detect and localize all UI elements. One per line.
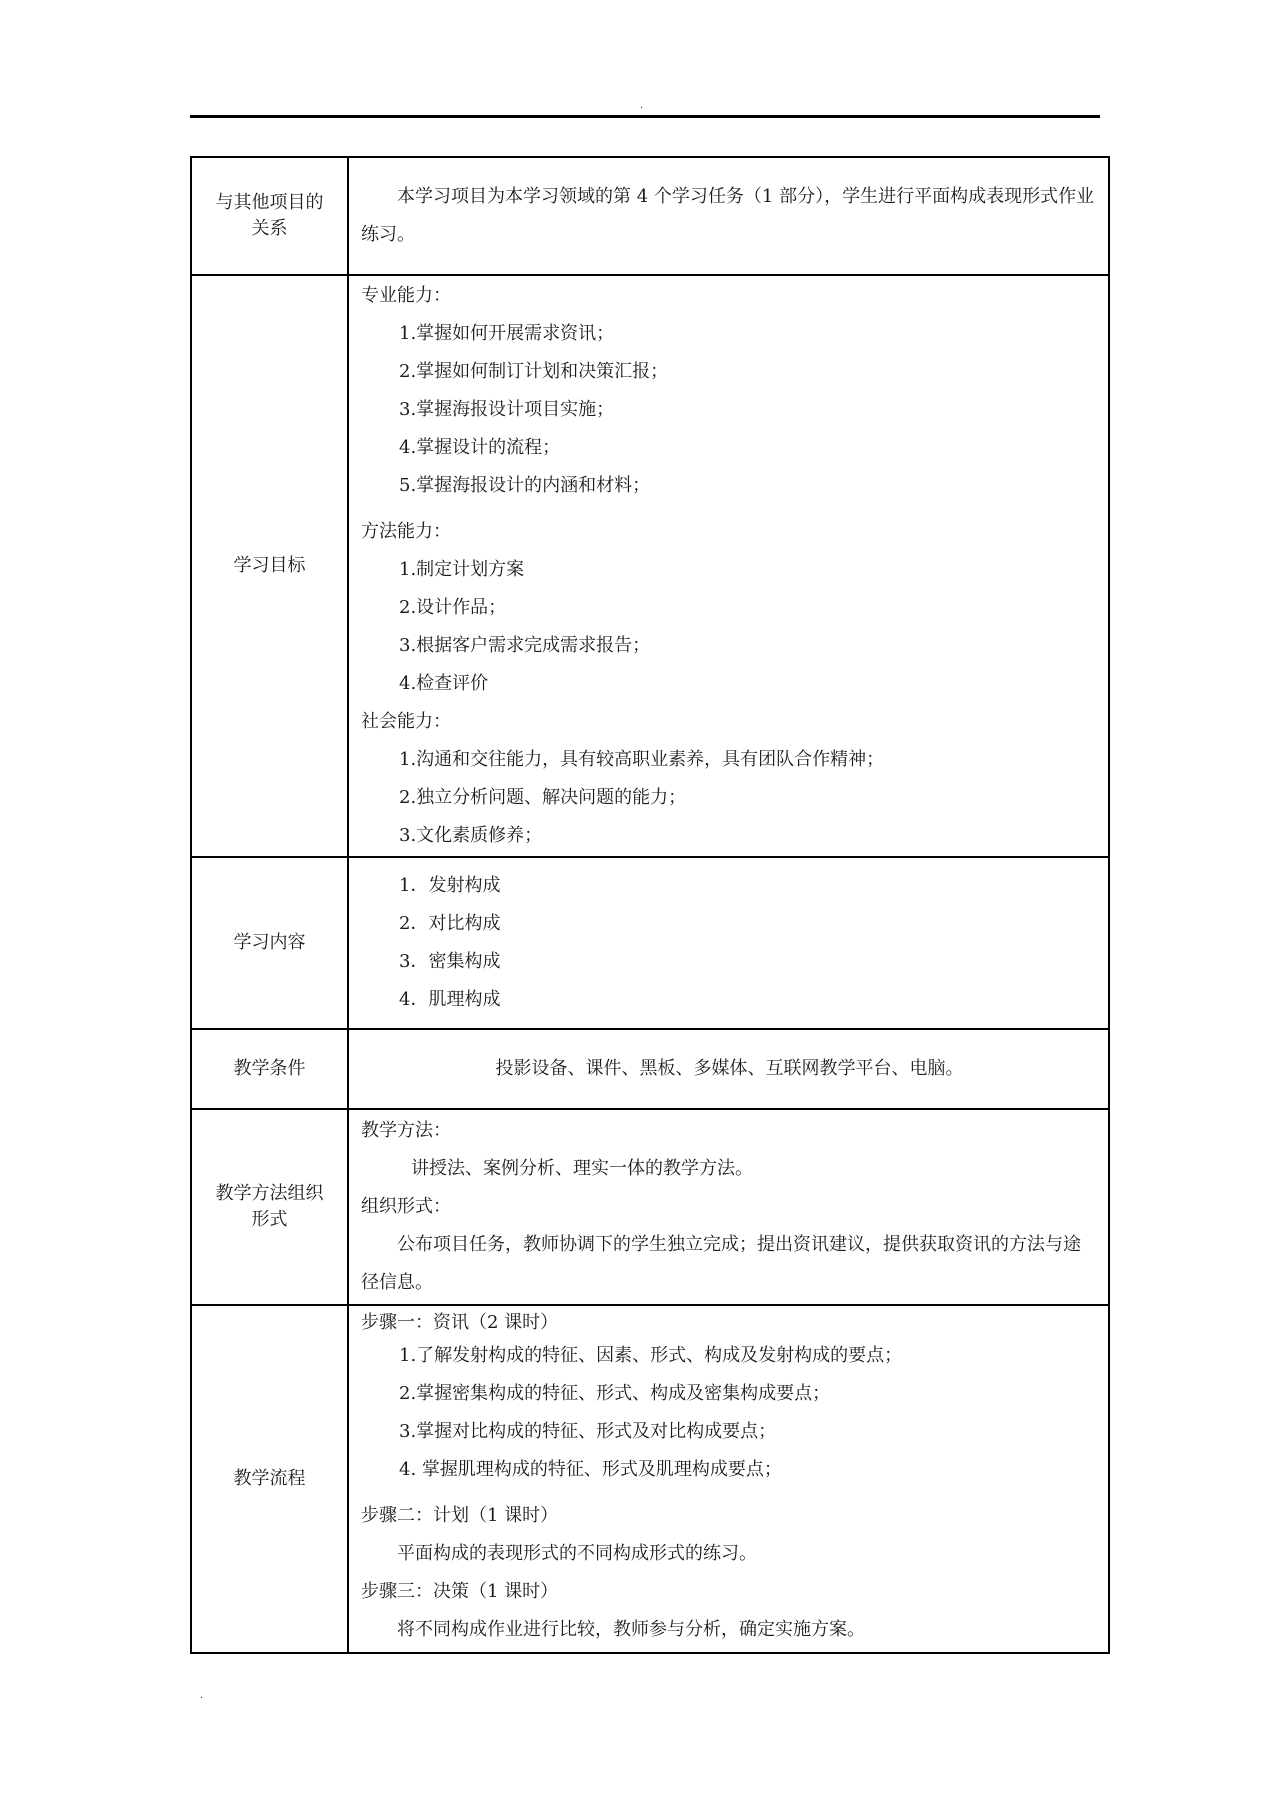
list-item: 2.掌握密集构成的特征、形式、构成及密集构成要点；: [399, 1383, 831, 1404]
list-item: 5.掌握海报设计的内涵和材料；: [399, 475, 651, 496]
flow-content: [348, 1305, 1109, 1653]
list-item: 4．肌理构成: [399, 989, 501, 1010]
methods-label: 教学方法组织形式: [191, 1109, 348, 1305]
org-text: 公布项目任务，教师协调下的学生独立完成；提出资讯建议，提供获取资讯的方法与途径信息。: [361, 1234, 1081, 1293]
header-dot: .: [640, 100, 644, 111]
list-item: 4.检查评价: [399, 673, 489, 694]
list-item: 2．对比构成: [399, 913, 501, 934]
relation-label: 与其他项目的关系: [191, 157, 348, 275]
methods-content: [348, 1109, 1109, 1305]
step2-heading: 步骤二：计划（1 课时）: [361, 1505, 559, 1526]
flow-label: 教学流程: [191, 1305, 348, 1653]
conditions-content: 投影设备、课件、黑板、多媒体、互联网教学平台、电脑。: [348, 1029, 1109, 1109]
step3-heading: 步骤三：决策（1 课时）: [361, 1581, 559, 1602]
list-item: 1.了解发射构成的特征、因素、形式、构成及发射构成的要点；: [399, 1345, 903, 1366]
list-item: 3.掌握对比构成的特征、形式及对比构成要点；: [399, 1421, 777, 1442]
list-item: 4. 掌握肌理构成的特征、形式及肌理构成要点；: [399, 1459, 782, 1480]
pro-heading: 专业能力：: [361, 285, 451, 306]
table-row: [191, 1109, 1109, 1305]
table-row: [191, 157, 1109, 275]
list-item: 3.根据客户需求完成需求报告；: [399, 635, 651, 656]
relation-text: 本学习项目为本学习领域的第 4 个学习任务（1 部分），学生进行平面构成表现形式作业练习。: [361, 186, 1095, 245]
method-heading: 方法能力：: [361, 521, 451, 542]
list-item: 1.掌握如何开展需求资讯；: [399, 323, 615, 344]
teaching-method-heading: 教学方法：: [361, 1120, 451, 1141]
step3-text: 将不同构成作业进行比较，教师参与分析，确定实施方案。: [397, 1619, 865, 1640]
list-item: 1．发射构成: [399, 875, 501, 896]
list-item: 2.设计作品；: [399, 597, 507, 618]
syllabus-table: [190, 156, 1110, 1654]
list-item: 2.掌握如何制订计划和决策汇报；: [399, 361, 669, 382]
content-label: 学习内容: [191, 857, 348, 1029]
table-row: [191, 1305, 1109, 1653]
list-item: 1.制定计划方案: [399, 559, 525, 580]
step1-heading: 步骤一：资讯（2 课时）: [361, 1312, 559, 1333]
org-heading: 组织形式：: [361, 1196, 451, 1217]
list-item: 2.独立分析问题、解决问题的能力；: [399, 787, 687, 808]
social-heading: 社会能力：: [361, 711, 451, 732]
table-row: [191, 857, 1109, 1029]
list-item: 3.文化素质修养；: [399, 825, 543, 846]
list-item: 3．密集构成: [399, 951, 501, 972]
table-row: [191, 275, 1109, 857]
step2-text: 平面构成的表现形式的不同构成形式的练习。: [397, 1543, 757, 1564]
list-item: 4.掌握设计的流程；: [399, 437, 561, 458]
table-row: [191, 1029, 1109, 1109]
header-rule: [190, 115, 1100, 118]
list-item: 3.掌握海报设计项目实施；: [399, 399, 615, 420]
list-item: 1.沟通和交往能力，具有较高职业素养，具有团队合作精神；: [399, 749, 885, 770]
conditions-label: 教学条件: [191, 1029, 348, 1109]
goals-content: [348, 275, 1109, 857]
footer-dot: .: [200, 1690, 204, 1701]
relation-content: [348, 157, 1109, 275]
goals-label: 学习目标: [191, 275, 348, 857]
content-content: [348, 857, 1109, 1029]
teaching-method-text: 讲授法、案例分析、理实一体的教学方法。: [411, 1158, 753, 1179]
